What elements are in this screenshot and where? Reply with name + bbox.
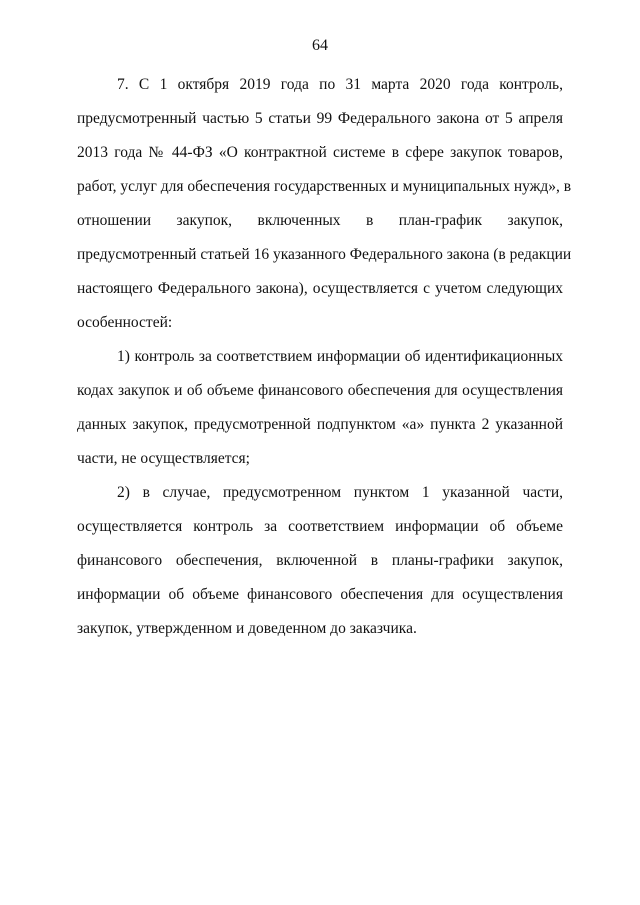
- text-line: данных закупок, предусмотренной подпунктом «а» пункта 2 указанной: [77, 416, 563, 433]
- text-line: информации об объеме финансового обеспечения для осуществления: [77, 586, 563, 603]
- text-line: осуществляется контроль за соответствием информации об объеме: [77, 518, 563, 535]
- text-line: работ, услуг для обеспечения государственных и муниципальных нужд», в: [77, 178, 572, 195]
- text-line: закупок, утвержденном и доведенном до заказчика.: [77, 620, 417, 637]
- text-line: отношении закупок, включенных в план-график закупок,: [77, 212, 563, 229]
- text-line: 2) в случае, предусмотренном пунктом 1 указанной части,: [117, 484, 563, 501]
- text-line: 1) контроль за соответствием информации об идентификационных: [117, 348, 563, 365]
- document-body: [77, 68, 572, 646]
- paragraph-item-2: [77, 476, 563, 646]
- text-line: настоящего Федерального закона), осуществляется с учетом следующих: [77, 280, 563, 297]
- text-line: части, не осуществляется;: [77, 450, 250, 467]
- text-line: особенностей:: [77, 314, 173, 331]
- page-number: 64: [312, 37, 328, 54]
- text-line: финансового обеспечения, включенной в планы-графики закупок,: [77, 552, 563, 569]
- text-line: 7. С 1 октября 2019 года по 31 марта 2020 года контроль,: [117, 76, 563, 93]
- paragraph-7: [77, 68, 572, 340]
- text-line: 2013 года № 44-ФЗ «О контрактной системе в сфере закупок товаров,: [77, 144, 563, 161]
- paragraph-item-1: [77, 340, 563, 476]
- text-line: предусмотренный частью 5 статьи 99 Федерального закона от 5 апреля: [77, 110, 563, 127]
- text-line: кодах закупок и об объеме финансового обеспечения для осуществления: [77, 382, 563, 399]
- text-line: предусмотренный статьей 16 указанного Федерального закона (в редакции: [77, 246, 572, 263]
